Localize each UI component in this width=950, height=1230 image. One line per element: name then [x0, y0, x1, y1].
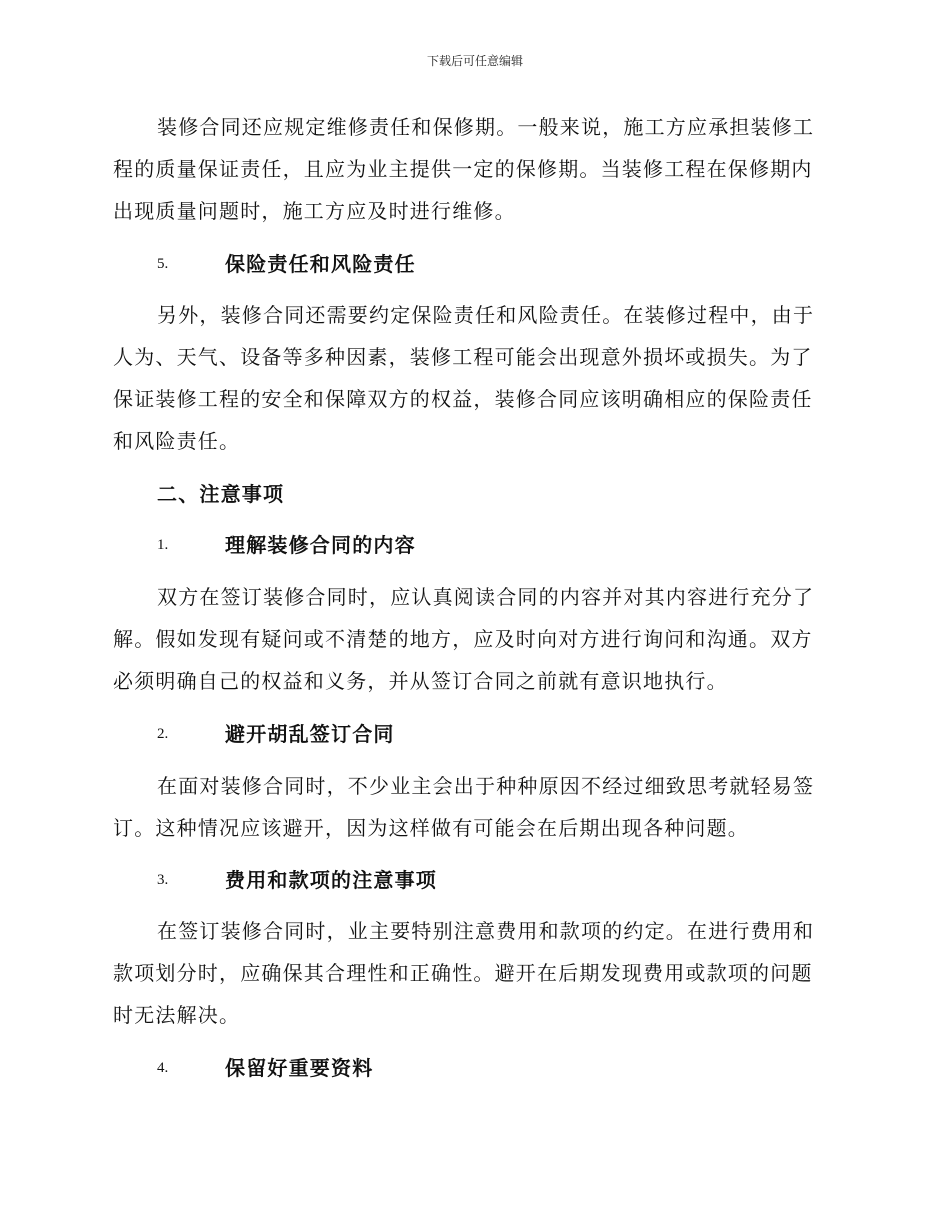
heading-avoid-signing: [113, 713, 833, 755]
heading-fees: [113, 859, 833, 901]
paragraph-warranty: 装修合同还应规定维修责任和保修期。一般来说，施工方应承担装修工程的质量保证责任，且应为业主提供一定的保修期。当装修工程在保修期内出现质量问题时，施工方应及时进行维修。: [113, 115, 815, 223]
heading-title: 费用和款项的注意事项: [225, 868, 437, 892]
heading-understand-contract: [113, 524, 833, 566]
heading-number: 1.: [157, 537, 169, 553]
page-header: 下载后可任意编辑: [426, 54, 523, 68]
paragraph-avoid-signing: 在面对装修合同时，不少业主会出于种种原因不经过细致思考就轻易签订。这种情况应该避开，因为这样做有可能会在后期出现各种问题。: [113, 774, 815, 840]
heading-number: 5.: [157, 256, 169, 272]
heading-number: 2.: [157, 726, 169, 742]
heading-title: 理解装修合同的内容: [225, 533, 416, 557]
heading-title: 保险责任和风险责任: [225, 252, 416, 276]
heading-title: 保留好重要资料: [225, 1056, 374, 1080]
heading-insurance: [113, 243, 833, 285]
paragraph-fees: 在签订装修合同时，业主要特别注意费用和款项的约定。在进行费用和款项划分时，应确保其合理性和正确性。避开在后期发现费用或款项的问题时无法解决。: [113, 919, 815, 1027]
paragraph-insurance: 另外，装修合同还需要约定保险责任和风险责任。在装修过程中，由于人为、天气、设备等多种因素，装修工程可能会出现意外损坏或损失。为了保证装修工程的安全和保障双方的权益，装修合同应该明确相应的保险责任和风险责任。: [113, 303, 815, 453]
heading-keep-documents: [113, 1047, 833, 1089]
paragraph-understand-contract: 双方在签订装修合同时，应认真阅读合同的内容并对其内容进行充分了解。假如发现有疑问或不清楚的地方，应及时向对方进行询问和沟通。双方必须明确自己的权益和义务，并从签订合同之前就有意识地执行。: [113, 585, 815, 693]
section-heading-notes: 二、注意事项: [157, 482, 285, 506]
heading-number: 4.: [157, 1060, 169, 1076]
heading-number: 3.: [157, 872, 169, 888]
heading-title: 避开胡乱签订合同: [225, 722, 395, 746]
